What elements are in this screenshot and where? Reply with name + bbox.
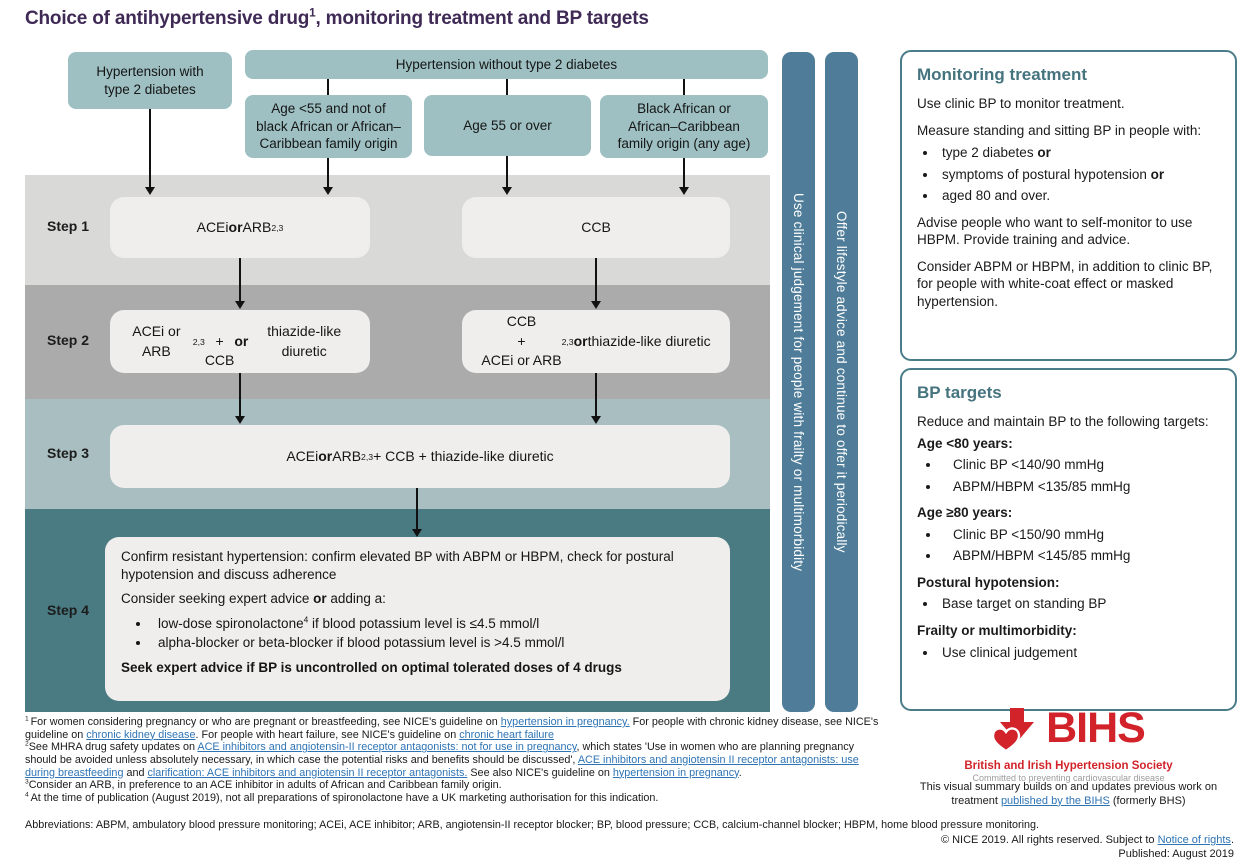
step4-bullet-spironolactone: • low-dose spironolactone$^4$ if blood potassium level is ≤4.5 mmol/l [151,615,714,633]
clinical-judgement-bar [782,52,815,712]
bp-section-postural-list [917,595,1220,613]
step4-consider-text: Consider seeking expert advice or adding a: [121,591,386,607]
monitoring-p3: Advise people who want to self-monitor to use HBPM. Provide training and advice. [917,214,1193,248]
flow-arrow [239,373,241,417]
bp-bullet-clinic-over-80: • Clinic BP <150/90 mmHg [941,526,1220,544]
monitoring-bullet-list [917,144,1220,205]
entry-box-age-55-or-over: Age 55 or over [424,95,591,156]
flow-arrow [149,109,151,188]
entry-box-black-african: Black African or African–Caribbean family origin (any age) [600,95,768,158]
flow-arrow [327,158,329,188]
bp-bullet-clinic-under-80: • Clinic BP <140/90 mmHg [941,456,1220,474]
footnote-4: $^4$ At the time of publication (August 2019), not all preparations of spironolactone have a UK marketing authorisation for this indication. [25,791,659,804]
step4-bullet-list [121,615,714,652]
footnote-1: $^1$ For women considering pregnancy or who are pregnant or breastfeeding, see NICE's guideline on hypertension in pregnancy. For people with chronic kidney disease, see NICE's guideline on chronic kidney disease. For people with heart failure, see NICE's guideline on chronic heart failure [25,715,879,741]
bp-targets-intro: Reduce and maintain BP to the following targets: [917,414,1209,430]
flow-arrow [683,158,685,188]
link-ace-arb-use-during-breastfeeding[interactable]: ACE inhibitors and angiotensin II receptor antagonists: use during breastfeeding [25,753,859,779]
footnote-2: $^2$See MHRA drug safety updates on ACE inhibitors and angiotensin-II receptor antagonists: not for use in pregnancy, which states 'Use in women who are planning pregnancy should be avoided unless absolutely necessary, in which case the potential risks and benefits should be discussed', ACE inhibitors and angiotensin II receptor antagonists: use during breastfeeding and clarification: ACE inhibitors and angiotensin II receptor antagonists. See also NICE's guideline on hypertension in pregnancy. [25,740,859,779]
copyright-block [941,833,1234,862]
monitoring-p1: Use clinic BP to monitor treatment. [917,96,1125,112]
monitoring-bullet-postural: • symptoms of postural hypotension or [938,166,1220,184]
step4-confirm-text: Confirm resistant hypertension: confirm elevated BP with ABPM or HBPM, check for postural hypotension and discuss adherence [121,549,674,582]
bihs-credit-text: This visual summary builds on and updates previous work on treatment published by the BIHS (formerly BHS) [919,781,1218,807]
entry-box-age-under-55: Age <55 and not of black African or African– Caribbean family origin [245,95,412,158]
step1-box-acei-arb: ACEi or ARB 2,3 [110,197,370,258]
link-notice-of-rights[interactable]: Notice of rights [1157,834,1231,846]
link-ace-arb-not-for-use-in-pregnancy[interactable]: ACE inhibitors and angiotensin-II receptor antagonists: not for use in pregnancy [197,741,577,754]
monitoring-treatment-panel [900,50,1237,361]
monitoring-p4: Consider ABPM or HBPM, in addition to clinic BP, for people with white-coat effect or masked hypertension. [917,258,1213,310]
link-published-by-the-bihs[interactable]: published by the BIHS [1000,794,1110,807]
footnotes [25,716,883,804]
link-hypertension-in-pregnancy-2[interactable]: hypertension in pregnancy [612,766,739,779]
lifestyle-advice-bar-label: Offer lifestyle advice and continue to offer it periodically [834,211,849,553]
link-chronic-heart-failure[interactable]: chronic heart failure [459,728,555,741]
bihs-subtagline: Committed to preventing cardiovascular disease [972,773,1165,783]
step4-bullet-alpha-beta-blocker: • alpha-blocker or beta-blocker if blood potassium level is >4.5 mmol/l [151,634,714,652]
flow-arrow [595,373,597,417]
connector-line [683,79,685,95]
abbreviations-text: Abbreviations: ABPM, ambulatory blood pressure monitoring; ACEi, ACE inhibitor; ARB, angiotensin-II receptor blocker; BP, blood pressure; CCB, calcium-channel blocker; HBPM, home blood pressure monitoring. [25,819,1039,831]
step2-box-right: CCB + ACEi or ARB 2,3 or thiazide-like diuretic [462,310,730,373]
step1-label: Step 1 [46,218,89,234]
footnote-3: $^3$Consider an ARB, in preference to an ACE inhibitor in adults of African and Caribbean family origin. [25,778,502,792]
connector-line [327,79,329,95]
bp-section-over-80-list [917,526,1220,565]
link-chronic-kidney-disease[interactable]: chronic kidney disease [86,728,196,741]
bp-section-under-80-heading: Age <80 years: [917,435,1013,451]
step2-box-left: ACEi or ARB 2,3 + CCB or thiazide-like diuretic [110,310,370,373]
bihs-tagline: British and Irish Hypertension Society [964,760,1173,772]
step1-box-ccb: CCB [462,197,730,258]
clinical-judgement-bar-label: Use clinical judgement for people with frailty or multimorbidity [791,192,806,572]
flow-arrow [239,258,241,302]
flow-arrow [416,488,418,530]
copyright-text: © NICE 2019. All rights reserved. Subject to Notice of rights. [940,834,1234,846]
flow-arrow [595,258,597,302]
bp-bullet-abpm-over-80: • ABPM/HBPM <145/85 mmHg [941,547,1220,565]
bp-section-frailty-list [917,644,1220,662]
step2-label: Step 2 [46,332,89,348]
step4-seek-advice-text: Seek expert advice if BP is uncontrolled on optimal tolerated doses of 4 drugs [121,659,622,675]
bp-section-over-80-heading: Age ≥80 years: [917,505,1013,521]
step3-box: ACEi or ARB 2,3 + CCB + thiazide-like diuretic [110,425,730,488]
bihs-logo-text: BIHS [1046,704,1145,752]
bp-section-frailty-heading: Frailty or multimorbidity: [917,623,1077,639]
bihs-arrow-heart-icon [992,708,1044,759]
bp-targets-panel-title: BP targets [917,383,1002,402]
bp-bullet-standing-bp: • Base target on standing BP [938,595,1220,613]
page-title: Choice of antihypertensive drug$^1$, monitoring treatment and BP targets [25,6,649,29]
flow-arrow [506,156,508,188]
step4-label: Step 4 [46,602,89,618]
bp-targets-panel [900,368,1237,711]
link-clarification-ace-arb[interactable]: clarification: ACE inhibitors and angiotensin II receptor antagonists. [147,766,468,779]
entry-box-without-diabetes: Hypertension without type 2 diabetes [245,50,768,79]
published-date: Published: August 2019 [1118,848,1234,861]
link-hypertension-in-pregnancy[interactable]: hypertension in pregnancy. [500,716,630,728]
bp-section-under-80-list [917,456,1220,495]
entry-box-with-diabetes: Hypertension with type 2 diabetes [68,52,232,109]
step4-box [105,537,730,701]
bp-section-postural-heading: Postural hypotension: [917,574,1060,590]
monitoring-p2: Measure standing and sitting BP in people with: [917,122,1202,138]
bihs-logo [900,704,1237,783]
step3-label: Step 3 [46,445,89,461]
monitoring-bullet-aged-80: • aged 80 and over. [938,187,1220,205]
lifestyle-advice-bar [825,52,858,712]
bp-bullet-clinical-judgement: • Use clinical judgement [938,644,1220,662]
bp-bullet-abpm-under-80: • ABPM/HBPM <135/85 mmHg [941,478,1220,496]
monitoring-panel-title: Monitoring treatment [917,65,1087,84]
monitoring-bullet-diabetes: • type 2 diabetes or [938,144,1220,162]
connector-line [506,79,508,95]
